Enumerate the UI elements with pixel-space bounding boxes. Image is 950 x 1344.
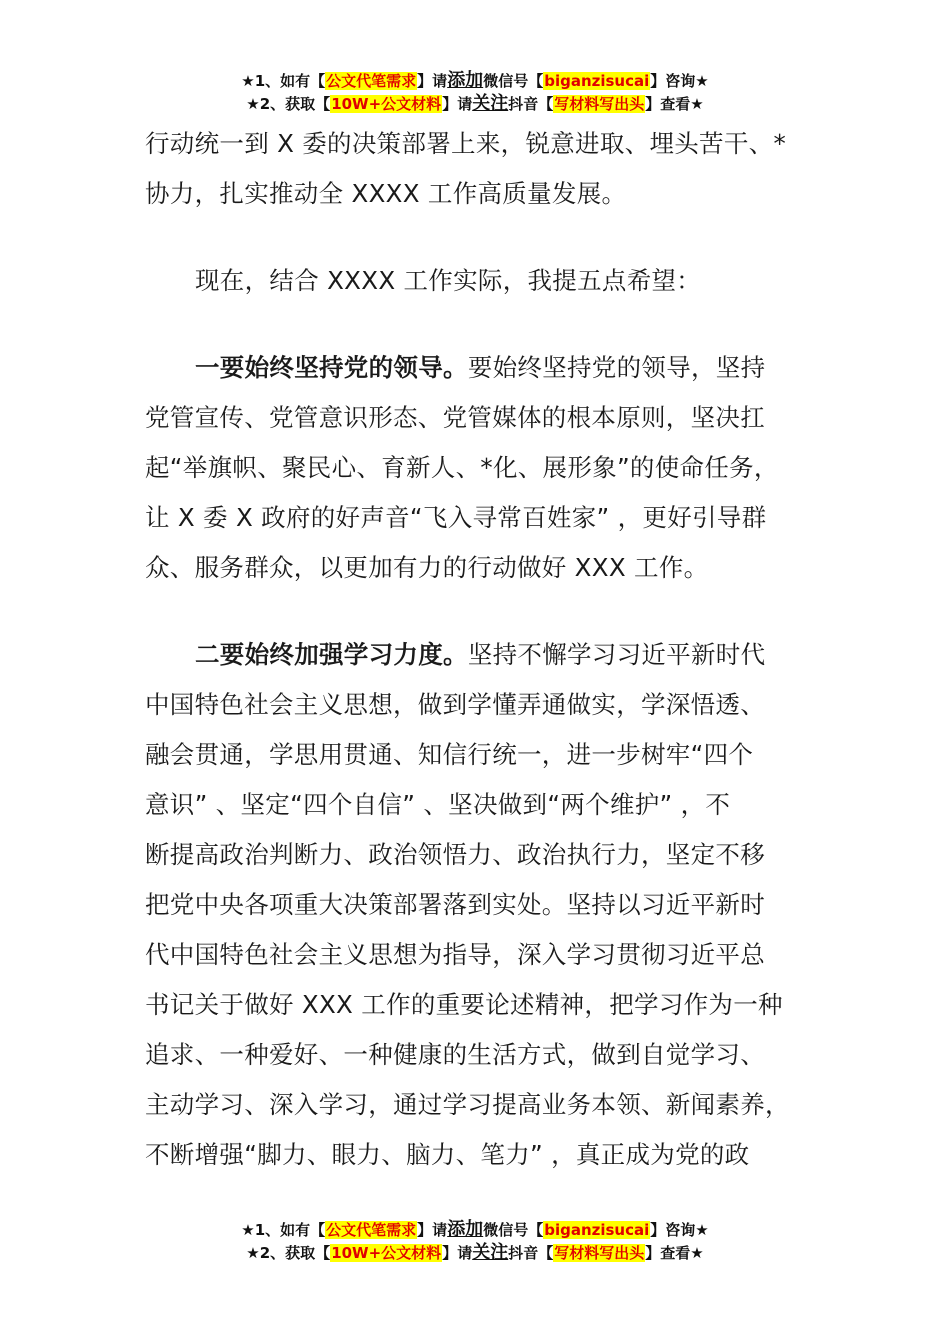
text-line: 追求、一种爱好、一种健康的生活方式，做到自觉学习、 bbox=[145, 1040, 765, 1069]
star-icon: ★ bbox=[246, 1244, 260, 1262]
text-line: 让 X 委 X 政府的好声音“飞入寻常百姓家” ，更好引导群 bbox=[145, 503, 767, 532]
point2-heading: 二要始终加强学习力度。 bbox=[195, 640, 468, 669]
highlight-materials: 10W+公文材料 bbox=[331, 95, 442, 113]
banner-text: 】请 bbox=[442, 95, 473, 113]
star-icon: ★ bbox=[690, 1244, 704, 1262]
banner-text: 2、获取【 bbox=[259, 95, 331, 113]
star-icon: ★ bbox=[695, 72, 709, 90]
text-line: 断提高政治判断力、政治领悟力、政治执行力，坚定不移 bbox=[145, 840, 765, 869]
banner-text: 】咨询 bbox=[650, 72, 696, 90]
document-body bbox=[145, 119, 825, 1180]
star-icon: ★ bbox=[246, 95, 260, 113]
banner-text: 】咨询 bbox=[650, 1221, 696, 1239]
banner-line-2 bbox=[0, 1241, 950, 1264]
text-line: 融会贯通，学思用贯通、知信行统一，进一步树牢“四个 bbox=[145, 740, 754, 769]
banner-text: 1、如有【 bbox=[254, 72, 326, 90]
star-icon: ★ bbox=[695, 1221, 709, 1239]
footer-banner bbox=[0, 1218, 950, 1264]
text-line: 代中国特色社会主义思想为指导，深入学习贯彻习近平总 bbox=[145, 940, 765, 969]
banner-text: 微信号【 bbox=[483, 72, 544, 90]
banner-text: 1、如有【 bbox=[254, 1221, 326, 1239]
highlight-materials: 10W+公文材料 bbox=[331, 1244, 442, 1262]
point1-first-line bbox=[145, 343, 825, 393]
wechat-id[interactable]: biganzisucai bbox=[544, 1221, 650, 1239]
banner-emphasis: 添加 bbox=[447, 70, 484, 91]
point1-heading: 一要始终坚持党的领导。 bbox=[195, 353, 468, 382]
banner-emphasis: 关注 bbox=[472, 1242, 509, 1263]
star-icon: ★ bbox=[241, 72, 255, 90]
banner-text: 】请 bbox=[417, 1221, 448, 1239]
text-line: 意识” 、坚定“四个自信” 、坚决做到“两个维护” ，不 bbox=[145, 790, 731, 819]
banner-text: 微信号【 bbox=[483, 1221, 544, 1239]
banner-line-1 bbox=[0, 1218, 950, 1241]
banner-emphasis: 关注 bbox=[472, 93, 509, 114]
text-line: 众、服务群众，以更加有力的行动做好 XXX 工作。 bbox=[145, 553, 709, 582]
text-line: 行动统一到 X 委的决策部署上来，锐意进取、埋头苦干、* bbox=[145, 129, 787, 158]
douyin-account[interactable]: 写材料写出头 bbox=[554, 1244, 645, 1262]
point2-first-line bbox=[145, 630, 825, 680]
banner-text: 】查看 bbox=[645, 1244, 691, 1262]
star-icon: ★ bbox=[690, 95, 704, 113]
text-line: 要始终坚持党的领导，坚持 bbox=[467, 353, 766, 382]
banner-text: 】请 bbox=[442, 1244, 473, 1262]
banner-text: 】请 bbox=[417, 72, 448, 90]
banner-text: 抖音【 bbox=[508, 95, 554, 113]
transition-paragraph: 现在，结合 XXXX 工作实际，我提五点希望： bbox=[195, 266, 702, 295]
highlight-service: 公文代笔需求 bbox=[326, 1221, 417, 1239]
text-line: 起“举旗帜、聚民心、育新人、*化、展形象”的使命任务， bbox=[145, 453, 779, 482]
text-line: 坚持不懈学习习近平新时代 bbox=[467, 640, 766, 669]
banner-text: 抖音【 bbox=[508, 1244, 554, 1262]
banner-text: 】查看 bbox=[645, 95, 691, 113]
highlight-service: 公文代笔需求 bbox=[326, 72, 417, 90]
text-line: 把党中央各项重大决策部署落到实处。坚持以习近平新时 bbox=[145, 890, 765, 919]
text-line: 协力，扎实推动全 XXXX 工作高质量发展。 bbox=[145, 179, 627, 208]
text-line: 不断增强“脚力、眼力、脑力、笔力” ，真正成为党的政 bbox=[145, 1140, 750, 1169]
banner-line-2 bbox=[0, 92, 950, 115]
text-line: 主动学习、深入学习，通过学习提高业务本领、新闻素养， bbox=[145, 1090, 790, 1119]
banner-emphasis: 添加 bbox=[447, 1219, 484, 1240]
text-line: 中国特色社会主义思想，做到学懂弄通做实，学深悟透、 bbox=[145, 690, 765, 719]
star-icon: ★ bbox=[241, 1221, 255, 1239]
header-banner bbox=[0, 69, 950, 115]
wechat-id[interactable]: biganzisucai bbox=[544, 72, 650, 90]
text-line: 书记关于做好 XXX 工作的重要论述精神，把学习作为一种 bbox=[145, 990, 783, 1019]
banner-text: 2、获取【 bbox=[259, 1244, 331, 1262]
douyin-account[interactable]: 写材料写出头 bbox=[554, 95, 645, 113]
text-line: 党管宣传、党管意识形态、党管媒体的根本原则，坚决扛 bbox=[145, 403, 765, 432]
banner-line-1 bbox=[0, 69, 950, 92]
